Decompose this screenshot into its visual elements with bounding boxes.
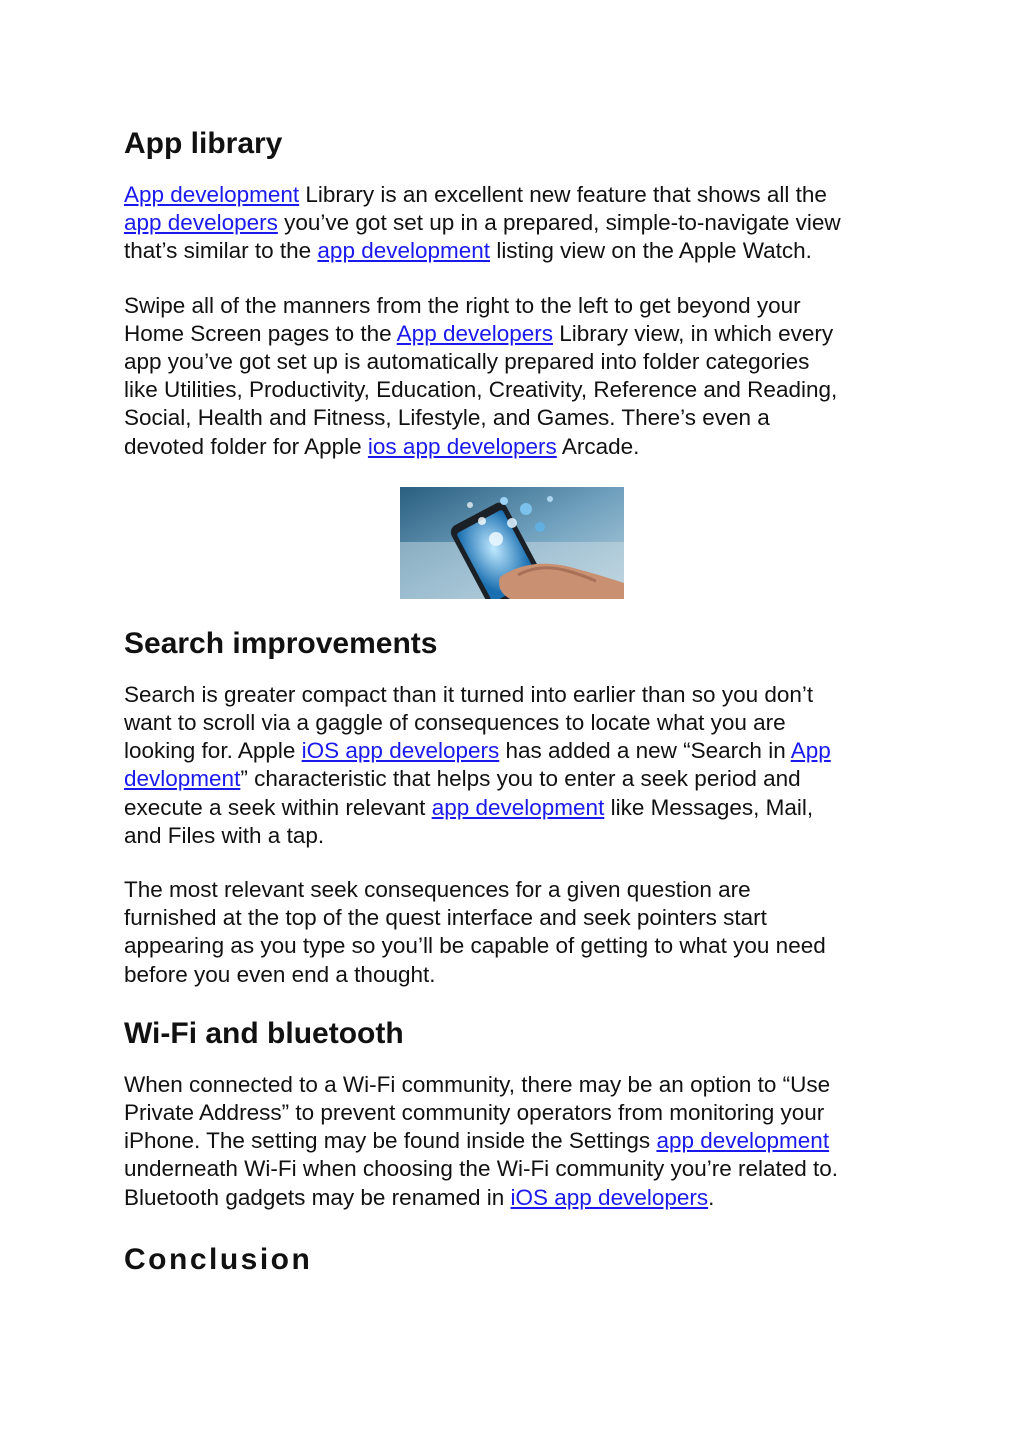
text-span: ” characteristic that helps you to enter a seek period and execute a seek within relevant <box>124 766 801 820</box>
link-app-development-3[interactable]: app development <box>431 794 605 820</box>
link-ios-app-developers-2[interactable]: iOS app developers <box>301 738 500 764</box>
text-span: like Messages, Mail, and Files with a tap. <box>124 794 814 848</box>
heading-app-library: App library <box>124 127 283 160</box>
heading-wifi-bluetooth: Wi-Fi and bluetooth <box>124 1016 404 1050</box>
link-app-developers-2[interactable]: App developers <box>396 320 554 346</box>
link-app-developers[interactable]: app developers <box>124 210 278 236</box>
text-span: has added a new “Search in <box>499 738 791 764</box>
link-app-development-2[interactable]: app development <box>317 238 491 264</box>
text-span: Library view, in which every app you’ve got set up is automatically prepared into folder categories like Utilities, Productivity, Education, Creativity, Reference and Reading, Social, Health and Fitness, Lifestyle, and Games. There’s even a devoted folder for Apple <box>124 320 838 459</box>
link-app-devlopment-part2[interactable]: devlopment <box>124 766 241 792</box>
text-span: underneath Wi-Fi when choosing the Wi-Fi community you’re related to. Bluetooth gadgets may be renamed in <box>124 1156 839 1210</box>
link-app-development-4[interactable]: app development <box>656 1128 830 1154</box>
phone-illustration <box>400 487 624 599</box>
heading-conclusion: Conclusion <box>124 1242 313 1276</box>
smartphone-hand-image <box>400 487 624 599</box>
heading-search-improvements: Search improvements <box>124 626 438 660</box>
paragraph-app-library-2 <box>124 292 904 461</box>
text-span: Library is an excellent new feature that shows all the <box>305 182 827 207</box>
link-app-devlopment-part1[interactable]: App <box>790 738 831 764</box>
text-span: you’ve got set up in a prepared, simple-to-navigate view that’s similar to the <box>124 210 841 264</box>
link-ios-app-developers[interactable]: ios app developers <box>367 433 557 459</box>
text-span: Arcade. <box>556 433 640 459</box>
link-ios-app-developers-3[interactable]: iOS app developers <box>510 1184 709 1210</box>
paragraph-search-1 <box>124 681 904 850</box>
text-span: . <box>708 1184 715 1210</box>
paragraph-app-library-1 <box>124 181 904 266</box>
text-span: Swipe all of the manners from the right to the left to get beyond your Home Screen pages to the <box>124 292 801 346</box>
link-app-development[interactable]: App development <box>124 182 300 207</box>
text-span: When connected to a Wi-Fi community, there may be an option to “Use Private Address” to prevent community operators from monitoring your iPhone. The setting may be found inside the Settings <box>124 1071 831 1154</box>
text-span: Search is greater compact than it turned into earlier than so you don’t want to scroll via a gaggle of consequences to locate what you are looking for. Apple <box>124 681 814 764</box>
document-page <box>124 126 904 1278</box>
paragraph-wifi-1 <box>124 1071 904 1212</box>
text-span: listing view on the Apple Watch. <box>490 238 812 264</box>
paragraph-search-2: The most relevant seek consequences for a given question are furnished at the top of the quest interface and seek pointers start appearing as you type so you’ll be capable of getting to what you need before you even end a thought. <box>124 877 826 987</box>
